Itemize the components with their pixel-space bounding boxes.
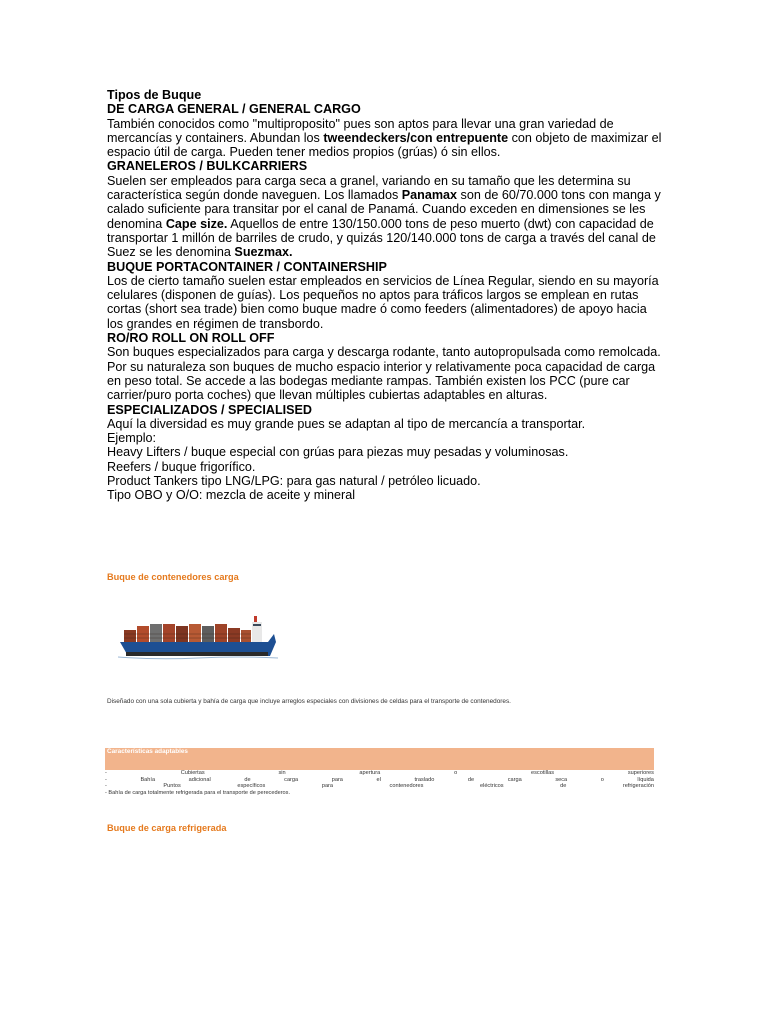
section-text-bulkcarriers: Suelen ser empleados para carga seca a granel, variando en su tamaño que les determina su característica según donde naveguen. Los llamados Panamax son de 60/70.000 tons con manga y calado suficiente para transitar por el canal de Panamá. Cuando exceden en dimensiones se les denomina Cape size. Aquellos de entre 130/150.000 tons de peso muerto (dwt) con capacidad de transportar 1 millón de barriles de crudo, y quizás 120/140.000 tons de carga a través del canal de Suez se les denomina Suezmax.: [107, 173, 661, 260]
figure-caption: Buque de contenedores carga: [107, 572, 239, 582]
section-text-roro: Son buques especializados para carga y descarga rodante, tanto autopropulsada como remolcada. Por su naturaleza son buques de mucho espacio interior y relativamente poca capacidad de carga en peso total. Se accede a las bodegas mediante rampas. También existen los PCC (pure car carrier/puro porta coches) que llevan múltiples cubiertas adaptables en alturas.: [107, 345, 661, 403]
section-line: Tipo OBO y O/O: mezcla de aceite y mineral: [107, 488, 355, 503]
section-heading-general-cargo: DE CARGA GENERAL / GENERAL CARGO: [107, 102, 361, 117]
section-line: Heavy Lifters / buque especial con grúas para piezas muy pesadas y voluminosas.: [107, 445, 569, 460]
section-line: Aquí la diversidad es muy grande pues se adaptan al tipo de mercancía a transportar.: [107, 416, 586, 431]
section-text-containership: Los de cierto tamaño suelen estar empleados en servicios de Línea Regular, siendo en su mayoría celulares (disponen de guías). Los pequeños no aptos para tráficos largos se emplean en rutas cortas (short sea trade) bien como buque madre ó como feeders (alimentadores) de apoyo hacia los grandes en régimen de transbordo.: [107, 273, 659, 331]
section-line: Ejemplo:: [107, 431, 156, 446]
page-title: Tipos de Buque: [107, 88, 202, 102]
section-line: Reefers / buque frigorífico.: [107, 459, 256, 474]
section-line: Product Tankers tipo LNG/LPG: para gas natural / petróleo licuado.: [107, 474, 481, 489]
article-body: [107, 88, 663, 503]
next-figure-caption: Buque de carga refrigerada: [107, 823, 227, 833]
section-heading-bulkcarriers: GRANELEROS / BULKCARRIERS: [107, 159, 308, 174]
table-header: Características adaptables: [105, 748, 654, 770]
section-text-general-cargo: También conocidos como "multiproposito" pues son aptos para llevar una gran variedad de mercancías y containers. Abundan los tweendeckers/con entrepuente con objeto de maximizar el espacio útil de carga. Pueden tener medios propios (grúas) ó sin ellos.: [107, 116, 662, 160]
section-heading-roro: RO/RO ROLL ON ROLL OFF: [107, 331, 275, 346]
features-table: [105, 748, 654, 796]
section-heading-specialised: ESPECIALIZADOS / SPECIALISED: [107, 402, 313, 417]
table-row: - Puntos específicos para contenedores eléctricos de refrigeración: [105, 783, 654, 790]
section-heading-containership: BUQUE PORTACONTAINER / CONTAINERSHIP: [107, 259, 387, 274]
table-row: - Bahía adicional de carga para el traslado de carga seca o líquida: [105, 776, 654, 783]
figure-description: Diseñado con una sola cubierta y bahía de carga que incluye arreglos especiales con divisiones de celdas para el transporte de contenedores.: [107, 698, 511, 705]
table-row: - Bahía de carga totalmente refrigerada para el transporte de perecederos.: [105, 789, 291, 796]
container-ship-image: [118, 612, 278, 664]
table-row: - Cubiertas sin apertura o escotillas superiores: [105, 770, 654, 776]
